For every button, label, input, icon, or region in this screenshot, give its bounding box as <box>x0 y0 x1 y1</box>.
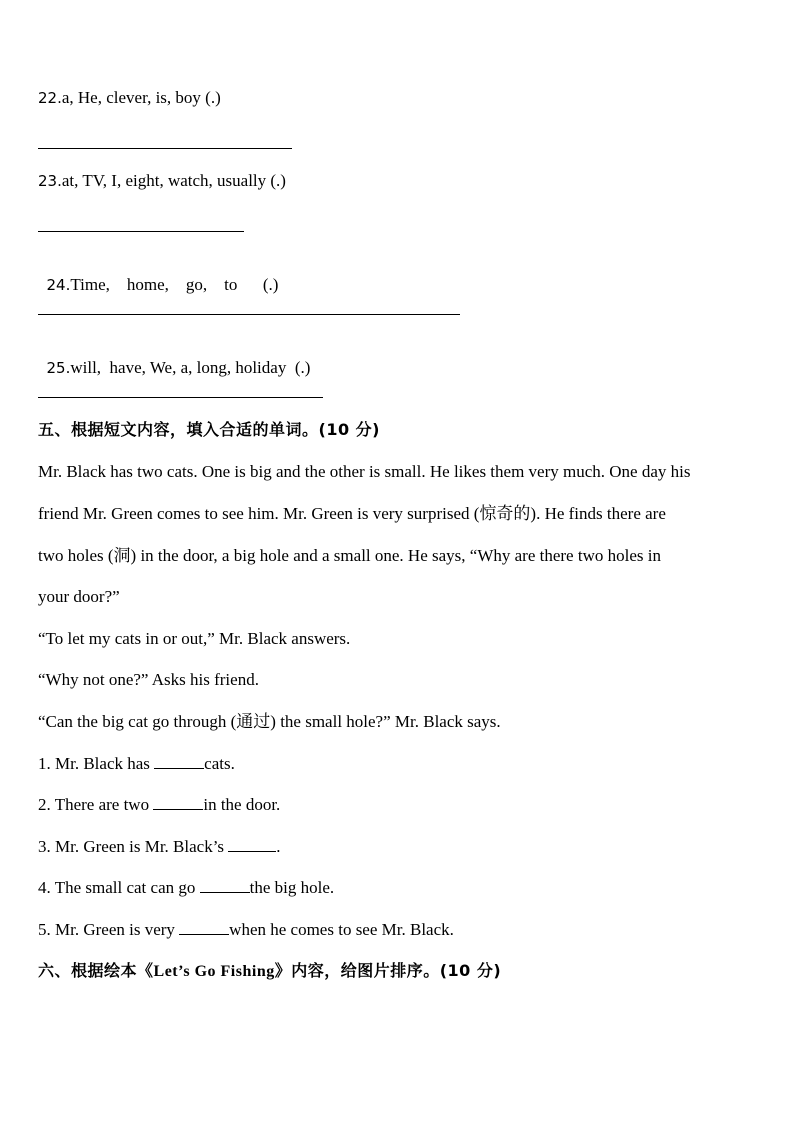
fill-question-2 <box>38 795 280 815</box>
answer-line-25[interactable] <box>38 397 323 398</box>
question-text: 2. There are two <box>38 795 154 814</box>
fill-question-1 <box>38 754 235 774</box>
section-6-heading <box>38 961 501 982</box>
passage-line-4: your door?” <box>38 587 120 606</box>
question-words: will, have, We, a, long, holiday (.) <box>70 358 311 377</box>
book-title: Let’s Go Fishing <box>153 963 275 980</box>
question-number: 23. <box>38 172 62 190</box>
question-text: when he comes to see Mr. Black. <box>229 920 454 939</box>
question-number: 24. <box>46 276 71 294</box>
answer-blank[interactable] <box>200 878 250 893</box>
question-text: 3. Mr. Green is Mr. Black’s <box>38 837 229 856</box>
question-words: a, He, clever, is, boy (.) <box>61 88 221 107</box>
answer-line-24[interactable] <box>38 314 460 315</box>
answer-blank[interactable] <box>228 837 276 852</box>
question-text: 1. Mr. Black has <box>38 754 155 773</box>
heading-prefix: 六、根据绘本《 <box>38 961 154 980</box>
fill-question-4 <box>38 878 334 898</box>
question-words: at, TV, I, eight, watch, usually (.) <box>61 171 286 190</box>
passage-line-2: friend Mr. Green comes to see him. Mr. Green is very surprised (惊奇的). He finds there are <box>38 504 666 523</box>
question-text: in the door. <box>203 795 281 814</box>
section-5-heading: 五、根据短文内容，填入合适的单词。(10 分) <box>38 420 380 439</box>
question-number: 22. <box>38 89 62 107</box>
question-23 <box>38 171 286 191</box>
question-text: 5. Mr. Green is very <box>38 920 180 939</box>
answer-line-22[interactable] <box>38 148 292 149</box>
fill-question-5 <box>38 920 454 940</box>
question-24 <box>38 255 278 295</box>
answer-blank[interactable] <box>154 754 204 769</box>
passage-line-3: two holes (洞) in the door, a big hole and a small one. He says, “Why are there two holes in <box>38 546 661 565</box>
passage-line-7: “Can the big cat go through (通过) the small hole?” Mr. Black says. <box>38 712 501 731</box>
question-number: 25. <box>46 359 71 377</box>
question-text: 4. The small cat can go <box>38 878 200 897</box>
passage-line-1: Mr. Black has two cats. One is big and the other is small. He likes them very much. One day his <box>38 462 691 481</box>
question-text: the big hole. <box>249 878 335 897</box>
fill-question-3 <box>38 837 281 857</box>
heading-suffix: 》内容，给图片排序。(10 分) <box>274 961 502 980</box>
answer-blank[interactable] <box>153 795 203 810</box>
passage-line-6: “Why not one?” Asks his friend. <box>38 670 259 689</box>
question-words: Time, home, go, to (.) <box>70 275 279 294</box>
question-25 <box>38 338 310 378</box>
question-22 <box>38 88 221 108</box>
answer-line-23[interactable] <box>38 231 244 232</box>
answer-blank[interactable] <box>179 920 229 935</box>
passage-line-5: “To let my cats in or out,” Mr. Black answers. <box>38 629 351 648</box>
question-text: . <box>276 837 281 856</box>
question-text: cats. <box>204 754 235 773</box>
